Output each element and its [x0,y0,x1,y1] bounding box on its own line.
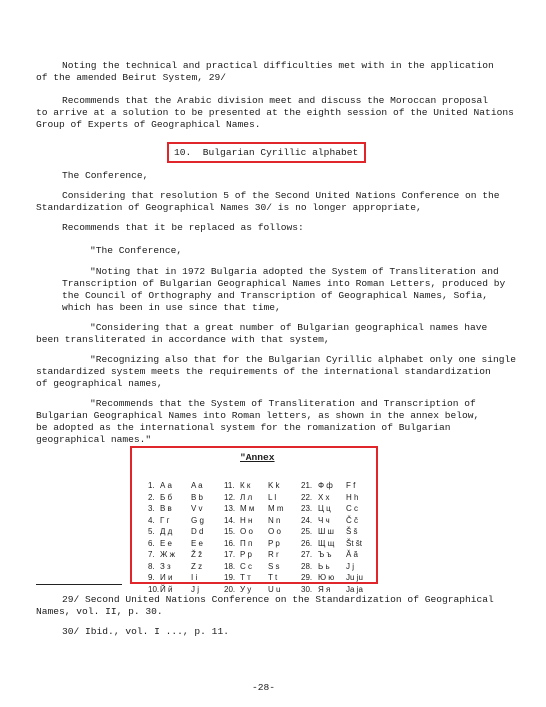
annex-cyrillic-col-3 [318,480,334,595]
annex-cell: Е е [160,538,173,548]
annex-cell: 23. [301,504,313,513]
annex-cell: 24. [301,515,313,525]
annex-cell: G g [191,515,204,525]
annex-cell: Ж ж [160,550,175,559]
annex-cell: Št št [346,538,363,548]
annex-numbers-col-2 [224,480,235,595]
annex-cell: J j [346,561,354,571]
footnote-30: 30/ Ibid., vol. I ..., p. 11. [62,626,229,637]
annex-cell: Й й [160,584,173,594]
annex-title: "Annex [240,452,275,463]
quoted-recommends-line-1: "Recommends that the System of Transliteration and Transcription of [90,398,476,409]
noting-paragraph-line-2: of the amended Beirut System, 29/ [36,72,226,83]
annex-cell: Ч ч [318,515,330,525]
quoted-recognizing-line-2: standardized system meets the requirements of the international standardization [36,366,491,377]
annex-cell: 20. [224,584,236,594]
annex-cell: 13. [224,504,236,513]
quoted-recommends-line-4: geographical names." [36,434,152,445]
annex-cell: 27. [301,550,313,559]
annex-cyrillic-col-1 [160,480,175,595]
annex-cell: А а [160,481,173,490]
annex-cell: I i [191,573,198,582]
page-number: -28- [252,682,276,693]
annex-numbers-col-1 [148,480,159,595]
footnote-separator [36,584,122,585]
annex-cell: Ш ш [318,527,334,536]
quoted-considering-line-2: been transliterated in accordance with that system, [36,334,330,345]
annex-cell: R r [268,550,279,559]
annex-cell: T t [268,573,278,582]
annex-cell: П п [240,538,253,548]
conference-heading: The Conference, [62,170,149,181]
annex-cell: A a [191,481,203,490]
annex-cell: 21. [301,481,313,490]
annex-cell: 4. [148,515,155,525]
annex-cyrillic-col-2 [240,480,254,595]
quoted-noting-line-2: Transcription of Bulgarian Geographical Names into Roman Letters, produced by [62,278,506,289]
annex-cell: 15. [224,527,236,536]
footnote-29-line-2: Names, vol. II, p. 30. [36,606,163,617]
annex-cell: S s [268,561,280,571]
annex-cell: В в [160,504,172,513]
annex-cell: 18. [224,561,236,571]
quoted-noting-line-1: "Noting that in 1972 Bulgaria adopted the System of Transliteration and [90,266,499,277]
quoted-recognizing-line-1: "Recognizing also that for the Bulgarian Cyrillic alphabet only one single [90,354,517,365]
annex-cell: Х х [318,492,330,502]
annex-cell: У у [240,584,252,594]
annex-cell: 16. [224,538,236,548]
annex-cell: Ž ž [191,550,203,559]
annex-latin-col-1 [191,480,204,595]
annex-cell: 12. [224,492,236,502]
section-heading: 10. Bulgarian Cyrillic alphabet [174,147,359,158]
annex-cell: 25. [301,527,313,536]
annex-cell: 5. [148,527,155,536]
annex-cell: Т т [240,573,251,582]
annex-cell: Ă ă [346,550,359,559]
annex-cell: 30. [301,584,313,594]
annex-cell: 1. [148,481,155,490]
annex-cell: О о [240,527,253,536]
annex-cell: Ь ь [318,561,330,571]
annex-cell: Ja ja [346,584,363,594]
noting-paragraph-line-1: Noting the technical and practical difficulties met with in the application [62,60,494,71]
annex-cell: Č č [346,515,358,525]
annex-cell: Щ щ [318,538,335,548]
annex-cell: L l [268,492,277,502]
annex-cell: К к [240,481,251,490]
annex-cell: Г г [160,515,170,525]
annex-latin-col-2 [268,480,284,595]
annex-cell: 19. [224,573,236,582]
annex-cell: U u [268,584,281,594]
annex-cell: 2. [148,492,155,502]
quoted-conference: "The Conference, [90,245,183,256]
considering-paragraph-line-2: Standardization of Geographical Names 30/ is no longer appropriate, [36,202,422,213]
quoted-considering-line-1: "Considering that a great number of Bulgarian geographical names have [90,322,488,333]
annex-latin-col-3 [346,480,363,595]
annex-cell: E e [191,538,204,548]
annex-cell: V v [191,504,203,513]
annex-cell: Ф ф [318,481,333,490]
annex-cell: 9. [148,573,155,582]
annex-cell: Z z [191,561,203,571]
annex-cell: 11. [224,481,235,490]
annex-cell: 22. [301,492,313,502]
annex-cell: O o [268,527,281,536]
footnote-29-line-1: 29/ Second United Nations Conference on the Standardization of Geographical [62,594,494,605]
annex-cell: Р р [240,550,253,559]
recommends-paragraph-line-1: Recommends that the Arabic division meet and discuss the Moroccan proposal [62,95,489,106]
annex-cell: 10. [148,584,160,594]
annex-cell: Б б [160,492,173,502]
annex-cell: 6. [148,538,155,548]
quoted-noting-line-4: which has been in use since that time, [62,302,281,313]
annex-cell: 17. [224,550,236,559]
quoted-recommends-line-3: be adopted as the international system for the romanization of Bulgarian [36,422,451,433]
annex-cell: 29. [301,573,313,582]
annex-cell: Š š [346,527,358,536]
annex-cell: Н н [240,515,253,525]
annex-cell: H h [346,492,359,502]
annex-numbers-col-3 [301,480,312,595]
considering-paragraph-line-1: Considering that resolution 5 of the Second United Nations Conference on the [62,190,500,201]
quoted-recommends-line-2: Bulgarian Geographical Names into Roman letters, as shown in the annex below, [36,410,480,421]
annex-cell: N n [268,515,281,525]
annex-cell: J j [191,584,199,594]
annex-cell: 14. [224,515,236,525]
annex-cell: Я я [318,584,331,594]
annex-cell: С с [240,561,252,571]
annex-cell: B b [191,492,204,502]
annex-cell: З з [160,561,171,571]
annex-cell: Ъ ъ [318,550,332,559]
recommends-replace-line: Recommends that it be replaced as follows: [62,222,304,233]
quoted-noting-line-3: the Council of Orthography and Transcription of Geographical Names, Sofia, [62,290,489,301]
annex-cell: M m [268,504,284,513]
annex-cell: Ю ю [318,573,335,582]
annex-cell: F f [346,481,356,490]
recommends-paragraph-line-3: Group of Experts of Geographical Names. [36,119,261,130]
annex-cell: 8. [148,561,155,571]
annex-cell: Д д [160,527,173,536]
annex-cell: 28. [301,561,313,571]
annex-cell: C c [346,504,358,513]
annex-cell: D d [191,527,204,536]
annex-cell: 3. [148,504,155,513]
annex-cell: K k [268,481,280,490]
annex-cell: Ju ju [346,573,363,582]
annex-cell: Ц ц [318,504,331,513]
annex-cell: Л л [240,492,253,502]
annex-cell: P p [268,538,280,548]
annex-cell: 7. [148,550,155,559]
annex-cell: 26. [301,538,313,548]
annex-cell: М м [240,504,255,513]
quoted-recognizing-line-3: of geographical names, [36,378,163,389]
recommends-paragraph-line-2: to arrive at a solution to be presented at the eighth session of the United Nations [36,107,514,118]
annex-cell: И и [160,573,173,582]
